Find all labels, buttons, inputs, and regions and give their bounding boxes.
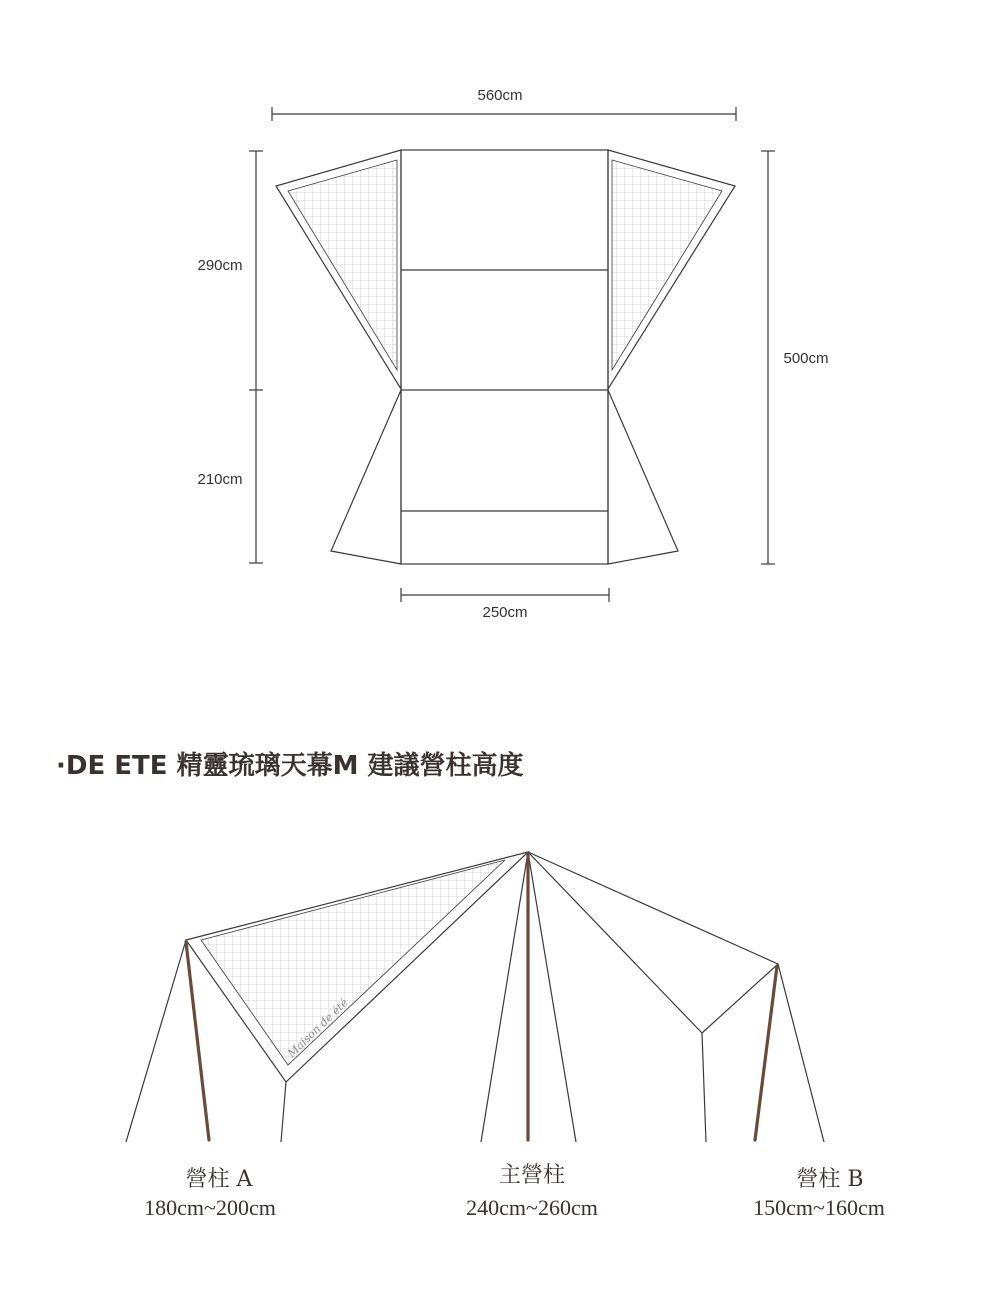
floor-plan — [249, 107, 775, 602]
pole-a-name: 營柱 A — [185, 1167, 253, 1192]
side-right-panel — [528, 852, 778, 1033]
top-width-dimension — [272, 107, 736, 121]
pole-b-height: 150cm~160cm — [753, 1195, 885, 1220]
bottom-width-dimension — [401, 588, 609, 602]
upper-depth-label: 290cm — [197, 257, 243, 274]
pole-a — [186, 942, 209, 1140]
left-depth-dimension — [249, 151, 263, 563]
right-mesh-wing — [608, 150, 735, 389]
right-depth-dimension — [761, 151, 775, 564]
pole-a-height: 180cm~200cm — [144, 1195, 276, 1220]
center-panels — [401, 150, 608, 564]
total-depth-label: 500cm — [783, 350, 829, 367]
pole-b — [755, 966, 777, 1140]
lower-left-flap — [331, 390, 401, 564]
side-view — [126, 852, 824, 1142]
lower-right-flap — [608, 390, 678, 564]
bottom-width-label: 250cm — [482, 604, 528, 621]
top-width-label: 560cm — [477, 87, 523, 104]
guy-lines — [126, 852, 824, 1142]
lower-depth-label: 210cm — [197, 471, 243, 488]
left-mesh-wing — [276, 150, 401, 389]
pole-labels — [144, 1163, 885, 1220]
brand-watermark: Maison de été — [285, 996, 351, 1061]
main-pole-height: 240cm~260cm — [466, 1195, 598, 1220]
side-mesh-panel — [186, 852, 528, 1082]
main-pole-name: 主營柱 — [498, 1163, 566, 1188]
section-title: ·DE ETE 精靈琉璃天幕M 建議營柱高度 — [56, 751, 524, 781]
pole-b-name: 營柱 B — [796, 1167, 864, 1192]
